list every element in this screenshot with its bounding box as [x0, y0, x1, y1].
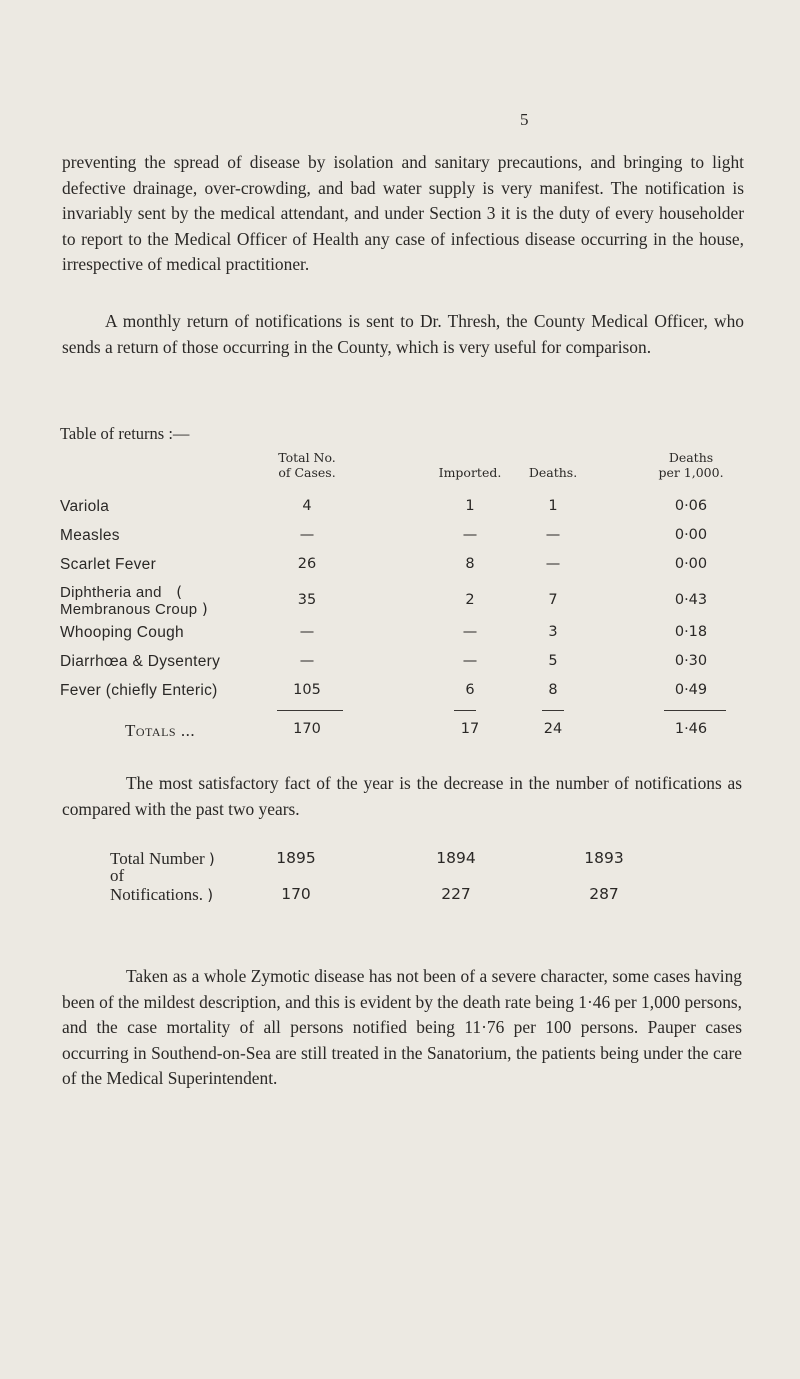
brace-open: )	[208, 850, 215, 868]
cell-rate: 0·30	[674, 653, 708, 669]
table-row	[0, 498, 800, 522]
cell-rate: 0·06	[674, 498, 708, 514]
table-totals-row	[0, 721, 800, 745]
header-deaths: Deaths.	[528, 465, 578, 480]
cell-total: 35	[297, 592, 317, 608]
count-1894: 227	[441, 885, 471, 903]
header-total-line1: Total No.	[278, 450, 336, 465]
header-rate-line2: per 1,000.	[658, 465, 724, 480]
paragraph-decrease: The most satisfactory fact of the year is the decrease in the number of notifications as compared with the past two years.	[62, 773, 742, 819]
header-deaths-per-1000	[636, 450, 746, 480]
cell-imported: 1	[465, 498, 475, 514]
notifications-label-text2: of	[110, 866, 125, 885]
header-total-cases	[262, 450, 352, 480]
cell-imported: 2	[465, 592, 475, 608]
disease-name-line1: Diphtheria and	[60, 584, 162, 601]
cell-total: —	[299, 527, 315, 543]
disease-name: Measles	[60, 527, 120, 544]
page-number: 5	[520, 110, 529, 129]
header-rate-line1: Deaths	[668, 450, 714, 465]
table-intro: Table of returns :—	[60, 424, 190, 443]
totals-rule-rate	[664, 710, 726, 711]
disease-name-line2: Membranous Croup	[60, 601, 198, 618]
cell-deaths: 3	[548, 624, 558, 640]
totals-rule-deaths	[542, 710, 564, 711]
brace-close: )	[201, 600, 208, 618]
paragraph-zymotic-disease: Taken as a whole Zymotic disease has not been of a severe character, some cases having been of the mildest description, and this is evident by the death rate being 1·46 per 1,000 persons, and the case mortality of all persons notified being 11·76 per 100 persons. Pauper cases occurring in Southend-on-Sea are still treated in the Sanatorium, the patients being under the care of the Medical Superintendent.	[62, 966, 743, 1089]
cell-rate: 0·49	[674, 682, 708, 698]
year-1894: 1894	[436, 849, 476, 867]
cell-rate: 0·00	[674, 556, 708, 572]
year-1893: 1893	[584, 849, 624, 867]
disease-name: Whooping Cough	[60, 624, 184, 641]
cell-imported: —	[462, 624, 478, 640]
cell-deaths: 5	[548, 653, 558, 669]
cell-deaths: —	[545, 527, 561, 543]
count-1895: 170	[281, 885, 311, 903]
brace-open: (	[176, 583, 183, 601]
notifications-label-line1	[110, 849, 215, 869]
header-total-line2: of Cases.	[278, 465, 336, 480]
disease-name: Variola	[60, 498, 110, 515]
totals-label: Totals ...	[125, 721, 196, 740]
table-row	[0, 653, 800, 677]
notifications-label-text3: Notifications.	[110, 885, 204, 904]
paragraph-monthly-return: A monthly return of notifications is sent to Dr. Thresh, the County Medical Officer, who sends a return of those occurring in the County, which is very useful for comparison.	[62, 311, 744, 357]
cell-imported: 8	[465, 556, 475, 572]
notifications-label-line2	[110, 866, 124, 886]
cell-imported: —	[462, 653, 478, 669]
year-1895: 1895	[276, 849, 316, 867]
cell-imported: 6	[465, 682, 475, 698]
cell-rate: 0·43	[674, 592, 708, 608]
brace-close: )	[207, 886, 214, 904]
cell-deaths: 1	[548, 498, 558, 514]
table-row	[0, 527, 800, 551]
cell-deaths: 8	[548, 682, 558, 698]
totals-rule-imported	[454, 710, 476, 711]
cell-rate: 1·46	[674, 721, 708, 737]
cell-total: 170	[293, 721, 321, 737]
cell-deaths: 7	[548, 592, 558, 608]
cell-total: —	[299, 653, 315, 669]
cell-deaths: —	[545, 556, 561, 572]
table-row	[0, 556, 800, 580]
disease-name: Scarlet Fever	[60, 556, 157, 573]
cell-total: 26	[297, 556, 317, 572]
notifications-label-text1: Total Number	[110, 849, 205, 868]
cell-rate: 0·18	[674, 624, 708, 640]
cell-rate: 0·00	[674, 527, 708, 543]
table-row	[0, 682, 800, 706]
header-imported: Imported.	[438, 465, 502, 480]
paragraph-notification-benefits: preventing the spread of disease by isolation and sanitary precautions, and bringing to light defective drainage, over-crowding, and bad water supply is very manifest. The notification is invariably sent by the medical attendant, and under Section 3 it is the duty of every householder to report to the Medical Officer of Health any case of infectious disease occurring in the house, irrespective of medical practitioner.	[62, 152, 744, 275]
disease-name	[60, 584, 208, 618]
disease-name: Fever (chiefly Enteric)	[60, 682, 218, 699]
notifications-label-line3	[110, 885, 213, 905]
cell-imported: —	[462, 527, 478, 543]
cell-total: 4	[302, 498, 312, 514]
table-row	[0, 624, 800, 648]
cell-imported: 17	[460, 721, 480, 737]
count-1893: 287	[589, 885, 619, 903]
cell-total: —	[299, 624, 315, 640]
totals-rule-total	[277, 710, 343, 711]
cell-deaths: 24	[543, 721, 563, 737]
table-row	[0, 584, 800, 620]
cell-total: 105	[293, 682, 321, 698]
disease-name: Diarrhœa & Dysentery	[60, 653, 221, 670]
